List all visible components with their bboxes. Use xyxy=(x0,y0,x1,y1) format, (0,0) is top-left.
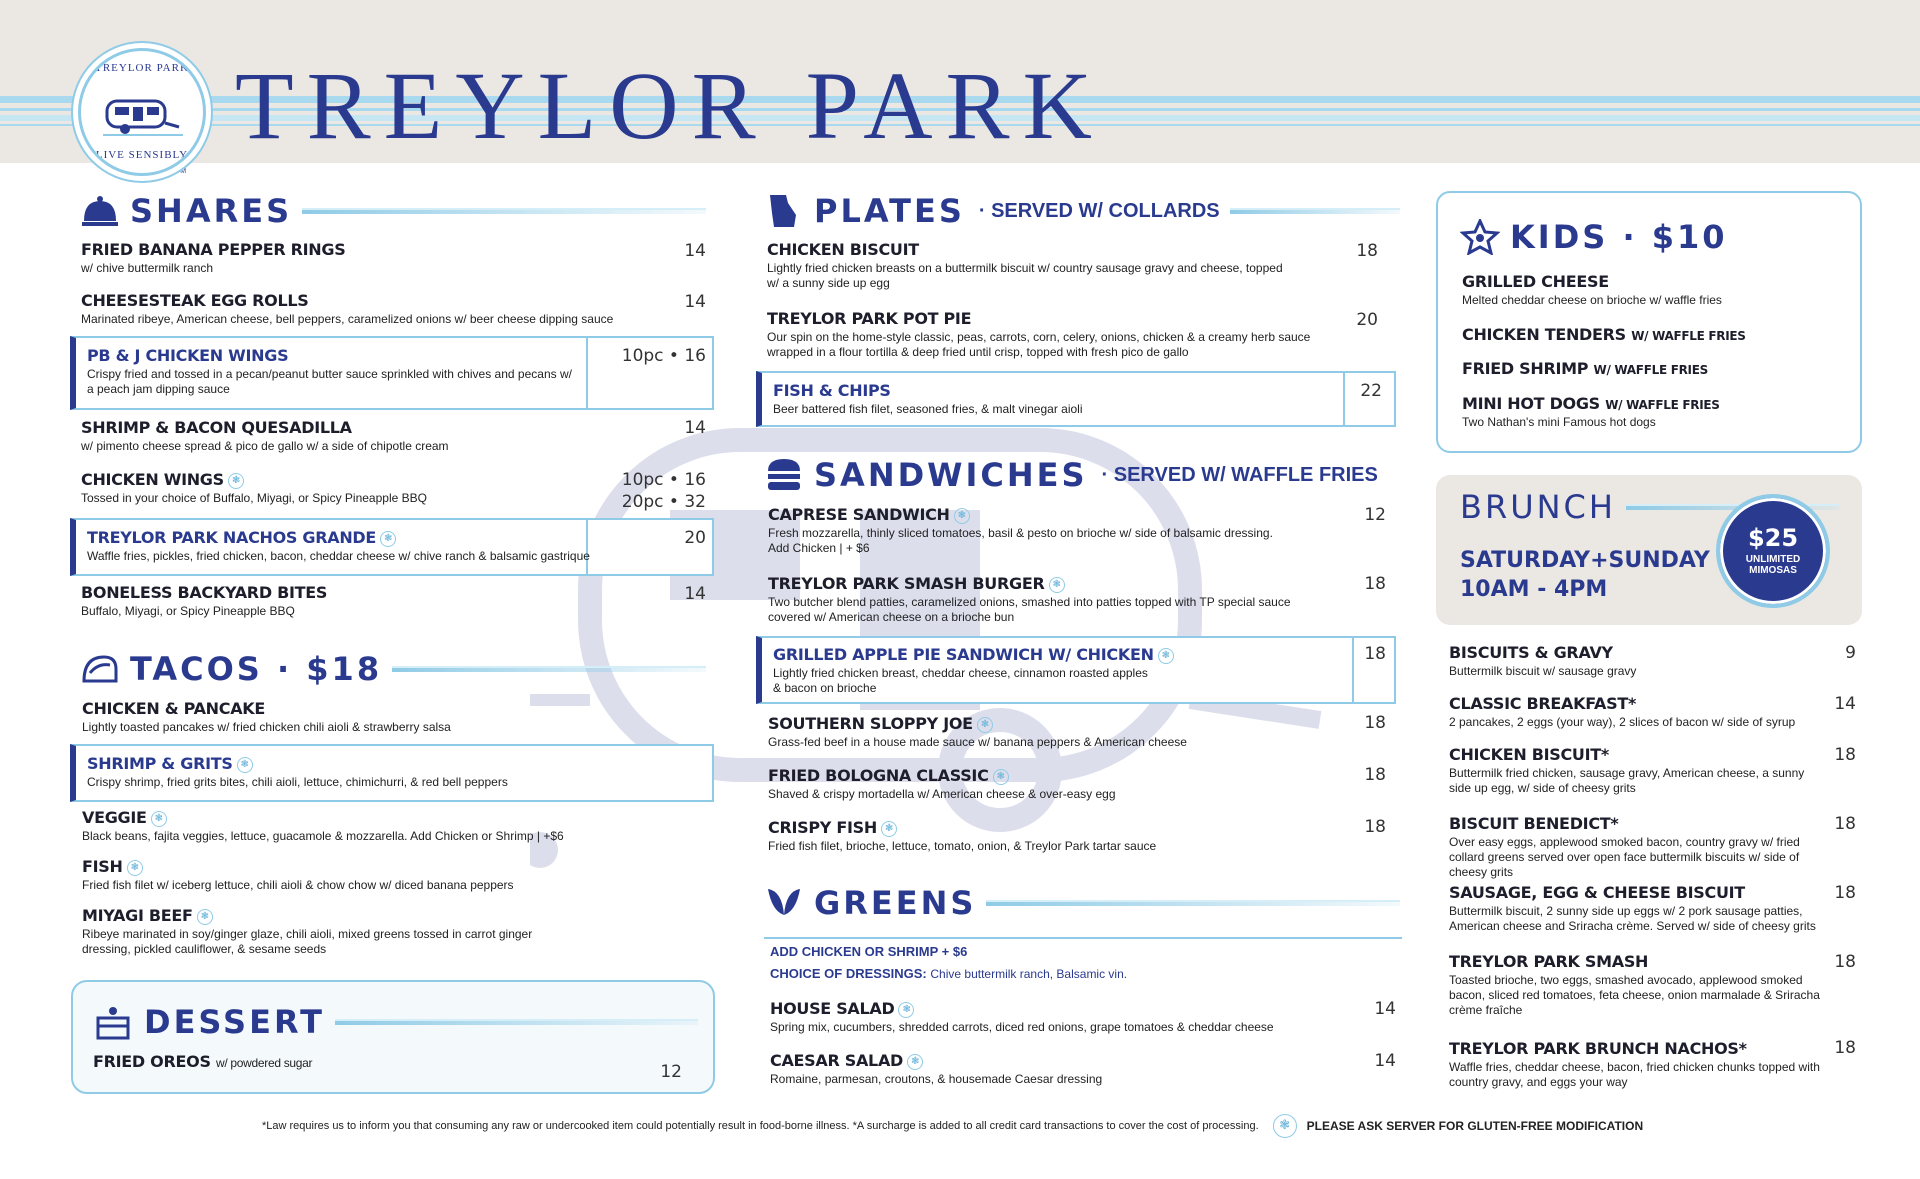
gluten-free-icon: ❃ xyxy=(197,909,213,925)
item-name: CHEESESTEAK EGG ROLLS xyxy=(81,291,309,310)
item-price: 14 xyxy=(1374,999,1396,1019)
badge-label xyxy=(1720,554,1826,576)
item-desc: Lightly fried chicken breasts on a buttermilk biscuit w/ country sausage gravy and cheese, topped w/ a sunny side up egg xyxy=(767,261,1283,290)
footer xyxy=(262,1114,1643,1138)
item-desc: Buffalo, Miyagi, or Spicy Pineapple BBQ xyxy=(81,604,295,618)
item-desc: Spring mix, cucumbers, shredded carrots, diced red onions, grape tomatoes & cheddar cheese xyxy=(770,1020,1274,1034)
mimosa-badge xyxy=(1716,494,1830,608)
item-price: 10pc • 16 xyxy=(621,346,706,366)
tacos-title: TACOS · $18 xyxy=(130,650,383,688)
item-name: FRIED BOLOGNA CLASSIC xyxy=(768,766,989,785)
georgia-icon xyxy=(764,193,804,229)
item-price: 14 xyxy=(684,584,706,604)
item-desc: Shaved & crispy mortadella w/ American cheese & over-easy egg xyxy=(768,787,1116,801)
item-suffix: W/ WAFFLE FRIES xyxy=(1605,398,1720,412)
item-price: 18 xyxy=(1834,952,1856,972)
item-desc: Two Nathan's mini Famous hot dogs xyxy=(1462,415,1656,429)
item-price: 12 xyxy=(660,1062,682,1082)
item-name: FRIED BANANA PEPPER RINGS xyxy=(81,240,346,259)
item-name: FISH & CHIPS xyxy=(773,381,891,400)
item-desc: Waffle fries, cheddar cheese, bacon, fried chicken chunks topped with country gravy, and eggs your way xyxy=(1449,1060,1820,1089)
gluten-free-icon: ❃ xyxy=(993,769,1009,785)
item-desc: Lightly toasted pancakes w/ fried chicken chili aioli & strawberry salsa xyxy=(82,720,451,734)
menu-item xyxy=(1449,643,1829,679)
item-name: HOUSE SALAD xyxy=(770,999,895,1018)
trademark: TM xyxy=(176,168,187,175)
item-desc: Black beans, fajita veggies, lettuce, guacamole & mozzarella. Add Chicken or Shrimp | +$6 xyxy=(82,829,564,843)
item-price: 18 xyxy=(1834,883,1856,903)
item-name: PB & J CHICKEN WINGS xyxy=(87,346,289,365)
item-price-large: 20pc • 32 xyxy=(621,492,706,512)
item-desc: Toasted brioche, two eggs, smashed avocado, applewood smoked bacon, sliced red tomatoes, feta cheese, onion marmalade & Sriracha crème fraîche xyxy=(1449,973,1820,1017)
item-desc: Grass-fed beef in a house made sauce w/ banana peppers & American cheese xyxy=(768,735,1187,749)
menu-item xyxy=(87,754,508,790)
item-desc: Ribeye marinated in soy/ginger glaze, chili aioli, mixed greens tossed in carrot ginger dressing, pickled cauliflower, & sesame seeds xyxy=(82,927,533,956)
cake-icon xyxy=(94,1004,134,1040)
item-suffix: W/ WAFFLE FRIES xyxy=(1593,363,1708,377)
leaf-icon xyxy=(764,885,804,921)
menu-item xyxy=(1462,394,1720,430)
item-name: TREYLOR PARK BRUNCH NACHOS* xyxy=(1449,1039,1747,1058)
menu-item xyxy=(82,808,564,844)
item-price: 10pc • 16 xyxy=(621,470,706,490)
gluten-free-icon: ❃ xyxy=(151,811,167,827)
item-name: BONELESS BACKYARD BITES xyxy=(81,583,328,602)
item-desc: w/ chive buttermilk ranch xyxy=(81,261,214,275)
item-desc: Waffle fries, pickles, fried chicken, bacon, cheddar cheese w/ chive ranch & balsamic gastrique xyxy=(87,549,590,563)
gluten-free-icon: ❃ xyxy=(954,508,970,524)
sandwiches-title: SANDWICHES xyxy=(814,456,1088,494)
menu-item xyxy=(82,699,451,735)
item-price: 18 xyxy=(1834,745,1856,765)
logo-bottom-text: LIVE SENSIBLY xyxy=(95,149,189,161)
item-name: CLASSIC BREAKFAST* xyxy=(1449,694,1637,713)
menu-item xyxy=(1449,745,1829,796)
menu-item xyxy=(81,240,345,276)
item-name: BISCUIT BENEDICT* xyxy=(1449,814,1619,833)
sandwiches-subtitle: · SERVED W/ WAFFLE FRIES xyxy=(1101,463,1378,486)
item-name: FRIED OREOS xyxy=(93,1052,211,1071)
item-desc: w/ pimento cheese spread & pico de gallo w/ a side of chipotle cream xyxy=(81,439,449,453)
item-desc: Fried fish filet, brioche, lettuce, tomato, onion, & Treylor Park tartar sauce xyxy=(768,839,1157,853)
menu-item xyxy=(770,999,1274,1035)
item-desc: Buttermilk biscuit w/ sausage gravy xyxy=(1449,664,1637,678)
badge-price: $25 xyxy=(1747,524,1799,552)
menu-item xyxy=(773,645,1333,696)
item-price: 18 xyxy=(1356,241,1378,261)
greens-rule xyxy=(764,937,1402,939)
item-desc: Fresh mozzarella, thinly sliced tomatoes, basil & pesto on brioche w/ side of balsamic dressing. xyxy=(768,526,1273,540)
plates-header xyxy=(764,192,1400,230)
section-rule xyxy=(302,208,706,214)
menu-item xyxy=(1449,952,1829,1018)
item-name: CHICKEN & PANCAKE xyxy=(82,699,266,718)
item-price: 20 xyxy=(684,528,706,548)
item-desc: w/ powdered sugar xyxy=(215,1056,313,1070)
item-name: GRILLED APPLE PIE SANDWICH W/ CHICKEN xyxy=(773,645,1154,664)
item-desc: Crispy shrimp, fried grits bites, chili aioli, lettuce, chimichurri, & red bell peppers xyxy=(87,775,508,789)
item-price: 14 xyxy=(1834,694,1856,714)
item-price: 18 xyxy=(1364,644,1386,664)
gluten-free-icon: ❃ xyxy=(127,860,143,876)
menu-item xyxy=(87,528,590,564)
item-desc: Tossed in your choice of Buffalo, Miyagi, or Spicy Pineapple BBQ xyxy=(81,491,427,505)
item-desc: Buttermilk fried chicken, sausage gravy, American cheese, a sunny side up egg, w/ side of cheesy grits xyxy=(1449,766,1805,795)
item-desc: Beer battered fish filet, seasoned fries, & malt vinegar aioli xyxy=(773,402,1083,416)
item-desc: Fried fish filet w/ iceberg lettuce, chili aioli & chow chow w/ diced banana peppers xyxy=(82,878,514,892)
dressings-list: Chive buttermilk ranch, Balsamic vin. xyxy=(930,967,1128,981)
menu-item xyxy=(81,418,449,454)
menu-item xyxy=(82,857,514,893)
item-desc-addon: Add Chicken | + $6 xyxy=(768,541,870,555)
item-desc: Crispy fried and tossed in a pecan/peanut butter sauce sprinkled with chives and pecans w/ a peach jam dipping sauce xyxy=(87,367,572,396)
menu-item xyxy=(767,309,1337,360)
item-desc: Two butcher blend patties, caramelized onions, smashed into patties topped with TP special sauce covered w/ American cheese on a brioche bun xyxy=(768,595,1291,624)
item-name: CHICKEN BISCUIT* xyxy=(1449,745,1609,764)
menu-item xyxy=(1449,814,1829,880)
menu-item xyxy=(768,714,1187,750)
item-name: TREYLOR PARK SMASH xyxy=(1449,952,1649,971)
menu-item xyxy=(768,818,1156,854)
greens-title: GREENS xyxy=(814,884,977,922)
footer-disclaimer: *Law requires us to inform you that consuming any raw or undercooked item could potentially result in food-borne illness. *A surcharge is added to all credit card transactions to cover the cost of processing. xyxy=(262,1120,1259,1132)
item-name: SAUSAGE, EGG & CHEESE BISCUIT xyxy=(1449,883,1745,902)
box-divider xyxy=(1343,373,1345,425)
item-price: 12 xyxy=(1364,505,1386,525)
menu-item xyxy=(1462,272,1722,308)
gluten-free-icon: ❃ xyxy=(907,1054,923,1070)
item-desc: Melted cheddar cheese on brioche w/ waffle fries xyxy=(1462,293,1722,307)
gluten-free-icon: ❃ xyxy=(1049,577,1065,593)
item-name: FISH xyxy=(82,857,123,876)
menu-item xyxy=(768,574,1328,625)
greens-header xyxy=(764,884,1400,922)
item-name: CAPRESE SANDWICH xyxy=(768,505,950,524)
gluten-free-icon: ❃ xyxy=(977,717,993,733)
kids-header xyxy=(1460,218,1728,256)
shares-header xyxy=(80,192,706,230)
item-name: TREYLOR PARK POT PIE xyxy=(767,309,972,328)
menu-item xyxy=(1449,883,1829,934)
item-name: SHRIMP & GRITS xyxy=(87,754,233,773)
item-name: SHRIMP & BACON QUESADILLA xyxy=(81,418,352,437)
camper-icon xyxy=(103,91,183,139)
item-price: 18 xyxy=(1834,1038,1856,1058)
taco-icon xyxy=(80,651,120,687)
menu-item xyxy=(81,583,327,619)
restaurant-title: TREYLOR PARK xyxy=(235,52,1105,159)
section-rule xyxy=(335,1019,698,1025)
gluten-free-icon: ❃ xyxy=(380,531,396,547)
item-name: GRILLED CHEESE xyxy=(1462,272,1609,291)
sandwiches-header xyxy=(764,456,1400,494)
plates-subtitle: · SERVED W/ COLLARDS xyxy=(978,199,1220,222)
item-name: MIYAGI BEEF xyxy=(82,906,193,925)
item-desc: 2 pancakes, 2 eggs (your way), 2 slices of bacon w/ side of syrup xyxy=(1449,715,1796,729)
item-desc: Our spin on the home-style classic, peas, carrots, corn, celery, onions, chicken & a creamy herb sauce wrapped in a flour tortilla & deep fried until crisp, topped with fresh pico de gallo xyxy=(767,330,1311,359)
item-name: SOUTHERN SLOPPY JOE xyxy=(768,714,973,733)
menu-item xyxy=(87,346,577,397)
menu-item xyxy=(768,505,1328,556)
gluten-free-note: PLEASE ASK SERVER FOR GLUTEN-FREE MODIFICATION xyxy=(1306,1119,1644,1133)
tacos-header xyxy=(80,650,706,688)
gluten-free-icon: ❃ xyxy=(898,1002,914,1018)
item-price: 18 xyxy=(1364,574,1386,594)
item-price: 14 xyxy=(684,292,706,312)
menu-item xyxy=(93,1052,312,1071)
badge-line1: UNLIMITED xyxy=(1745,554,1801,565)
item-name: VEGGIE xyxy=(82,808,147,827)
item-name: TREYLOR PARK NACHOS GRANDE xyxy=(87,528,377,547)
item-price: 18 xyxy=(1834,814,1856,834)
box-divider xyxy=(586,338,588,408)
item-name: MINI HOT DOGS xyxy=(1462,394,1600,413)
item-price: 14 xyxy=(684,418,706,438)
section-rule xyxy=(986,900,1400,906)
item-name: CRISPY FISH xyxy=(768,818,877,837)
item-price: 20 xyxy=(1356,310,1378,330)
brunch-hours: 10AM - 4PM xyxy=(1460,577,1608,602)
brunch-schedule xyxy=(1460,546,1710,604)
menu-item xyxy=(1449,1039,1829,1090)
item-name: BISCUITS & GRAVY xyxy=(1449,643,1613,662)
section-rule xyxy=(392,666,706,672)
item-price: 9 xyxy=(1845,643,1856,663)
shares-title: SHARES xyxy=(130,192,293,230)
gluten-free-icon: ❃ xyxy=(237,757,253,773)
star-icon xyxy=(1460,219,1500,255)
dressings-label: CHOICE OF DRESSINGS: xyxy=(770,966,927,981)
gluten-free-icon: ❃ xyxy=(1158,648,1174,664)
badge-line2: MIMOSAS xyxy=(1749,565,1797,576)
logo xyxy=(78,48,206,176)
greens-add-protein: ADD CHICKEN OR SHRIMP + $6 xyxy=(770,944,968,959)
menu-item xyxy=(81,291,613,327)
menu-item xyxy=(1462,325,1746,344)
item-name: TREYLOR PARK SMASH BURGER xyxy=(768,574,1045,593)
cloche-icon xyxy=(80,193,120,229)
item-desc: Buttermilk biscuit, 2 sunny side up eggs w/ 2 pork sausage patties, American cheese and Sriracha crème. Served w/ side of cheesy grits xyxy=(1449,904,1816,933)
plates-title: PLATES xyxy=(814,192,965,230)
menu-item xyxy=(1462,359,1708,378)
item-desc: Lightly fried chicken breast, cheddar cheese, cinnamon roasted apples xyxy=(773,666,1148,680)
item-name: CAESAR SALAD xyxy=(770,1051,904,1070)
gluten-free-icon: ❃ xyxy=(881,821,897,837)
logo-top-text: TREYLOR PARK xyxy=(95,62,189,74)
item-suffix: W/ WAFFLE FRIES xyxy=(1631,329,1746,343)
dessert-title: DESSERT xyxy=(144,1003,325,1041)
item-name: FRIED SHRIMP xyxy=(1462,359,1589,378)
menu-item xyxy=(82,906,582,957)
item-desc-line2: & bacon on brioche xyxy=(773,681,877,695)
item-price: 14 xyxy=(684,241,706,261)
section-rule xyxy=(1230,208,1400,214)
menu-item xyxy=(767,240,1287,291)
gluten-free-icon: ❃ xyxy=(228,473,244,489)
menu-item xyxy=(770,1051,1102,1087)
gluten-free-icon: ❃ xyxy=(1273,1114,1297,1138)
menu-item xyxy=(81,470,427,506)
item-price: 18 xyxy=(1364,713,1386,733)
item-price: 18 xyxy=(1364,817,1386,837)
item-price: 14 xyxy=(1374,1051,1396,1071)
greens-dressings xyxy=(770,966,1127,981)
item-price: 18 xyxy=(1364,765,1386,785)
item-desc: Marinated ribeye, American cheese, bell peppers, caramelized onions w/ beer cheese dipping sauce xyxy=(81,312,614,326)
brunch-days: SATURDAY+SUNDAY xyxy=(1460,548,1710,573)
kids-title: KIDS · $10 xyxy=(1510,218,1728,256)
item-price: 22 xyxy=(1360,381,1382,401)
item-desc: Romaine, parmesan, croutons, & housemade Caesar dressing xyxy=(770,1072,1103,1086)
item-desc: Over easy eggs, applewood smoked bacon, country gravy w/ fried collard greens served over open face buttermilk biscuits w/ side of cheesy grits xyxy=(1449,835,1800,879)
item-name: CHICKEN BISCUIT xyxy=(767,240,919,259)
menu-item xyxy=(768,766,1116,802)
menu-item xyxy=(773,381,1083,417)
menu-item xyxy=(1449,694,1829,730)
item-name: CHICKEN WINGS xyxy=(81,470,224,489)
dessert-header xyxy=(94,1003,698,1041)
burger-icon xyxy=(764,457,804,493)
item-name: CHICKEN TENDERS xyxy=(1462,325,1626,344)
brunch-title: BRUNCH xyxy=(1460,488,1616,526)
